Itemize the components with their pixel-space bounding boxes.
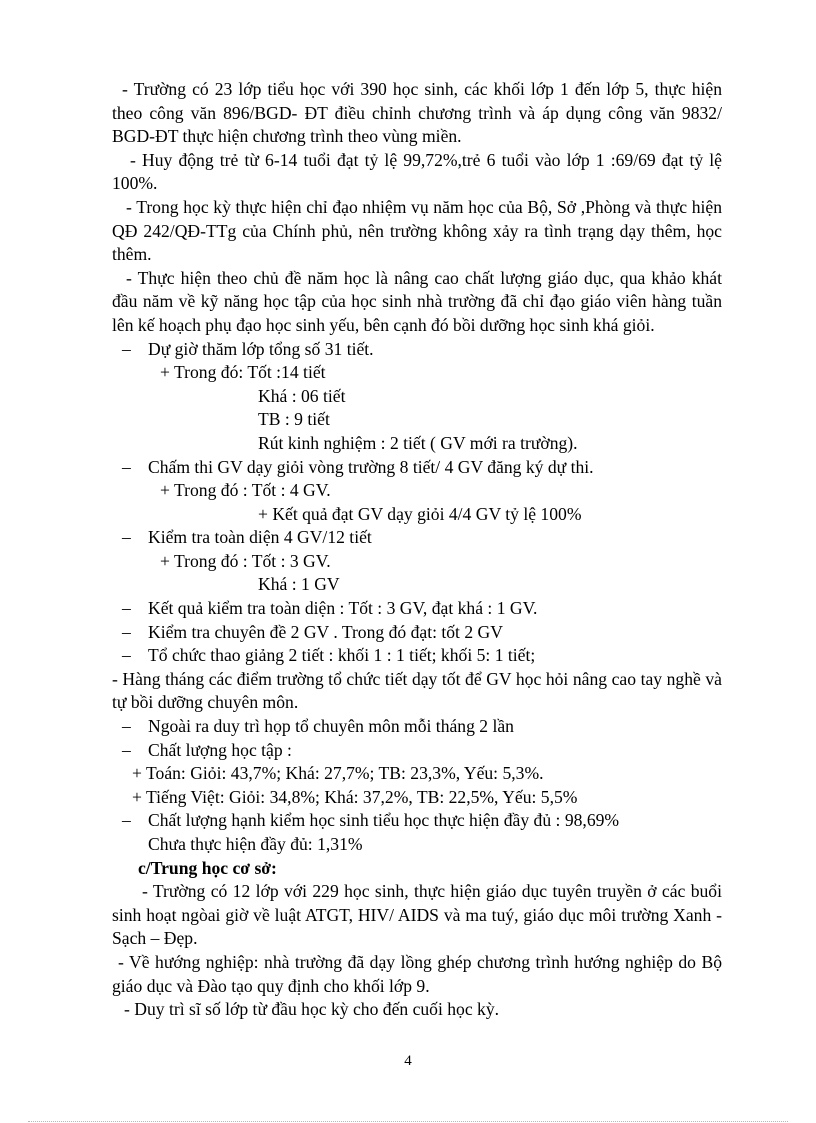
dash-bullet: –: [122, 456, 131, 477]
list-subitem: TB : 9 tiết: [258, 409, 330, 430]
list-subitem: Chưa thực hiện đầy đủ: 1,31%: [148, 834, 363, 854]
paragraph-primary-classes: - Trường có 23 lớp tiểu học với 390 học sinh, các khối lớp 1 đến lớp 5, thực hiện theo công văn 896/BGD- ĐT điều chỉnh chương trình và áp dụng công văn 9832/ BGD-ĐT thực hiện chương trình theo vùng miền.: [112, 79, 722, 147]
dash-bullet: –: [122, 739, 131, 760]
list-subitem: + Trong đó: Tốt :14 tiết: [160, 362, 326, 383]
list-subitem-math: + Toán: Giỏi: 43,7%; Khá: 27,7%; TB: 23,3%, Yếu: 5,3%.: [132, 763, 544, 784]
paragraph-thcs-classes: - Trường có 12 lớp với 229 học sinh, thực hiện giáo dục tuyên truyền ở các buổi sinh hoạt ngòai giờ về luật ATGT, HIV/ AIDS và ma tuý, giáo dục môi trường Xanh - Sạch – Đẹp.: [112, 881, 722, 949]
list-subitem: + Trong đó : Tốt : 4 GV.: [160, 480, 331, 501]
page-number: 4: [404, 1053, 412, 1069]
list-subitem: + Kết quả đạt GV dạy giỏi 4/4 GV tỷ lệ 100%: [258, 503, 582, 524]
list-item-full-inspection: – Kiểm tra toàn diện 4 GV/12 tiết: [112, 526, 722, 550]
paragraph-maintain-enrollment: - Duy trì sĩ số lớp từ đầu học kỳ cho đến cuối học kỳ.: [124, 999, 500, 1020]
list-item-lesson-observation: – Dự giờ thăm lớp tổng số 31 tiết.: [112, 338, 722, 362]
list-item-conduct-quality: – Chất lượng hạnh kiểm học sinh tiểu học thực hiện đầy đủ : 98,69%: [112, 809, 722, 833]
paragraph-career-guidance: - Về hướng nghiệp: nhà trường đã dạy lồng ghép chương trình hướng nghiệp do Bộ giáo dục và Đào tạo quy định cho khối lớp 9.: [112, 951, 722, 996]
paragraph-no-extra-classes: - Trong học kỳ thực hiện chỉ đạo nhiệm vụ năm học của Bộ, Sở ,Phòng và thực hiện QĐ 242/QĐ-TTg của Chính phủ, nên trường không xảy ra tình trạng dạy thêm, học thêm.: [112, 196, 722, 265]
list-item-topic-inspection: – Kiểm tra chuyên đề 2 GV . Trong đó đạt: tốt 2 GV: [112, 621, 722, 645]
section-heading-thcs: c/Trung học cơ sở:: [138, 857, 277, 878]
dash-bullet: –: [122, 810, 131, 831]
list-item-learning-quality: – Chất lượng học tập :: [112, 739, 722, 763]
paragraph-monthly-lessons: - Hàng tháng các điểm trường tổ chức tiết dạy tốt để GV học hỏi nâng cao tay nghề và tự bồi dưỡng chuyên môn.: [112, 668, 722, 713]
list-subitem: + Trong đó : Tốt : 3 GV.: [160, 550, 331, 571]
list-item-meetings: – Ngoài ra duy trì họp tổ chuyên môn mỗi tháng 2 lần: [112, 715, 722, 739]
list-subitem: Khá : 1 GV: [258, 574, 340, 595]
list-subitem: Khá : 06 tiết: [258, 385, 346, 406]
list-item-teacher-contest: – Chấm thi GV dạy giỏi vòng trường 8 tiết/ 4 GV đăng ký dự thi.: [112, 456, 722, 480]
dash-bullet: –: [122, 338, 131, 359]
dash-bullet: –: [122, 645, 131, 666]
list-item-inspection-result: – Kết quả kiểm tra toàn diện : Tốt : 3 GV, đạt khá : 1 GV.: [112, 597, 722, 621]
list-item-demo-lessons: – Tổ chức thao giảng 2 tiết : khối 1 : 1 tiết; khối 5: 1 tiết;: [112, 644, 722, 668]
paragraph-enrollment-rate: - Huy động trẻ từ 6-14 tuổi đạt tỷ lệ 99,72%,trẻ 6 tuổi vào lớp 1 :69/69 đạt tỷ lệ 100%.: [112, 149, 722, 194]
dash-bullet: –: [122, 598, 131, 619]
dash-bullet: –: [122, 621, 131, 642]
list-subitem: Rút kinh nghiệm : 2 tiết ( GV mới ra trường).: [258, 432, 578, 453]
paragraph-quality-theme: - Thực hiện theo chủ đề năm học là nâng cao chất lượng giáo dục, qua khảo khát đầu năm về kỹ năng học tập của học sinh nhà trường đã chỉ đạo giáo viên hàng tuần lên kế hoạch phụ đạo học sinh yếu, bên cạnh đó bồi dưỡng học sinh khá giỏi.: [112, 267, 722, 335]
footer-divider: [28, 1121, 788, 1122]
list-subitem-vietnamese: + Tiếng Việt: Giỏi: 34,8%; Khá: 37,2%, TB: 22,5%, Yếu: 5,5%: [132, 786, 578, 807]
page-body: [112, 78, 722, 1022]
dash-bullet: –: [122, 716, 131, 737]
dash-bullet: –: [122, 527, 131, 548]
